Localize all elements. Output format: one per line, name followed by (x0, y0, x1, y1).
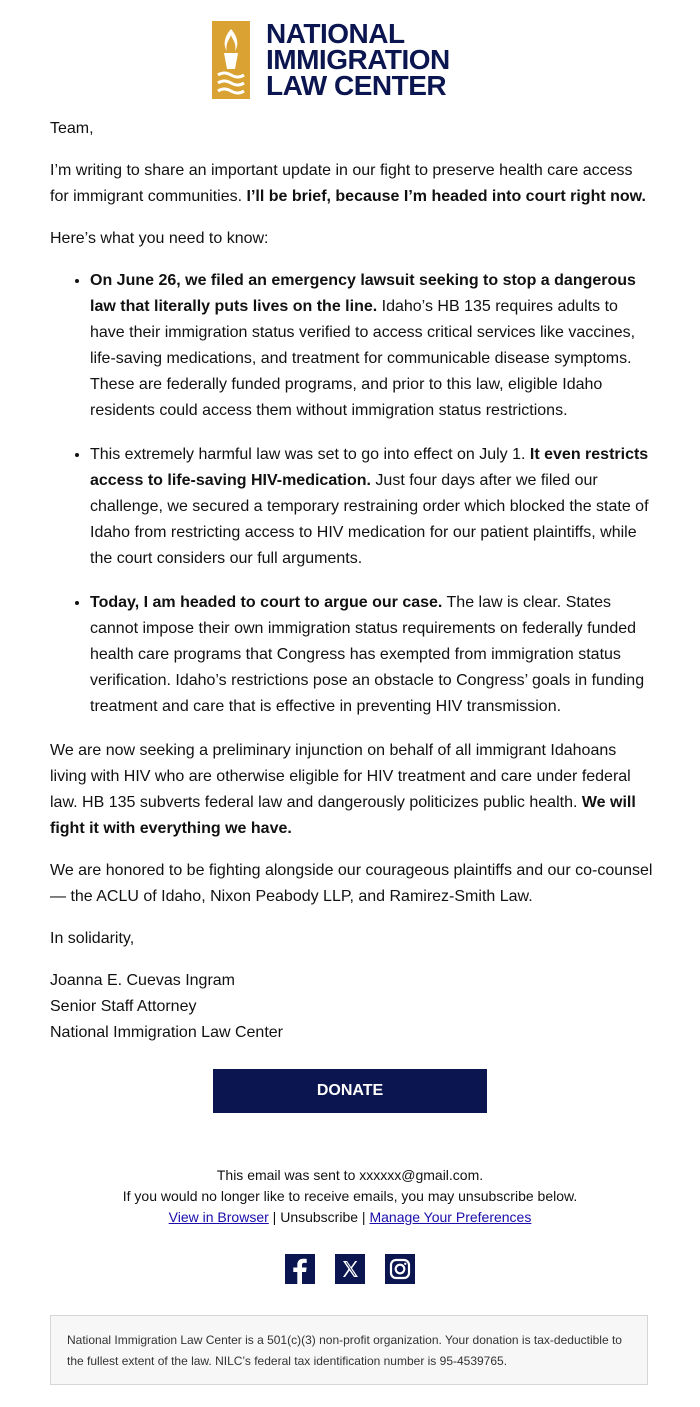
bullet-3-bold: Today, I am headed to court to argue our case. (90, 594, 443, 611)
update-list (50, 268, 654, 720)
intro-text: I’m writing to share an important update in our fight to preserve health care access for immigrant communities. (50, 162, 633, 205)
logo-line-1: NATIONAL (266, 18, 405, 49)
bullet-3-text: The law is clear. States cannot impose their own immigration status requirements on federally funded health care programs that Congress has exempted from immigration status verification. Idaho’s restrictions pose an obstacle to Congress’ goals in funding treatment and care that is effective in preventing HIV transmission. (90, 594, 645, 715)
list-item (90, 442, 654, 572)
email-body (50, 116, 654, 1046)
unsubscribe-link[interactable]: Unsubscribe (280, 1209, 359, 1225)
tax-disclaimer: National Immigration Law Center is a 501(c)(3) non-profit organization. Your donation is tax-deductible to the fullest extent of the law. NILC’s federal tax identification number is 95-4539765. (50, 1315, 648, 1385)
intro-bold: I’ll be brief, because I’m headed into court right now. (246, 188, 646, 205)
link-separator: | (358, 1209, 370, 1225)
email-footer (0, 1165, 700, 1228)
torch-icon (212, 21, 250, 99)
footer-links (0, 1207, 700, 1228)
injunction-text: We are now seeking a preliminary injunction on behalf of all immigrant Idahoans living with HIV who are otherwise eligible for HIV treatment and care under federal law. HB 135 subverts federal law and dangerously politicizes public health. (50, 742, 631, 811)
unsubscribe-note: If you would no longer like to receive emails, you may unsubscribe below. (122, 1188, 578, 1204)
instagram-icon[interactable] (385, 1254, 415, 1284)
x-icon[interactable] (335, 1254, 365, 1284)
signature-title: Senior Staff Attorney (50, 998, 197, 1015)
view-in-browser-link[interactable]: View in Browser (168, 1209, 269, 1225)
list-item (90, 590, 654, 720)
know-paragraph: Here’s what you need to know: (50, 230, 269, 247)
sent-to-text: This email was sent to xxxxxx@gmail.com. (216, 1167, 484, 1183)
manage-preferences-link[interactable]: Manage Your Preferences (369, 1209, 532, 1225)
intro-paragraph (50, 158, 654, 210)
injunction-paragraph (50, 738, 654, 842)
social-links (285, 1254, 415, 1286)
donate-button[interactable]: DONATE (213, 1069, 487, 1113)
signature-org: National Immigration Law Center (50, 1024, 283, 1041)
logo-wordmark (266, 18, 450, 101)
bullet-1-text: Idaho’s HB 135 requires adults to have their immigration status verified to access critical services like vaccines, life-saving medications, and treatment for communicable disease symptoms. These are federally funded programs, and prior to this law, eligible Idaho residents could access them without immigration status restrictions. (90, 298, 636, 419)
greeting: Team, (50, 120, 94, 137)
bullet-2-bold: It even restricts access to life-saving HIV-medication. (90, 446, 649, 489)
injunction-bold: We will fight it with everything we have. (50, 794, 636, 837)
nilc-logo[interactable] (212, 20, 492, 100)
link-separator: | (268, 1209, 281, 1225)
bullet-2-pre: This extremely harmful law was set to go into effect on July 1. (90, 446, 530, 463)
closing: In solidarity, (50, 930, 135, 947)
logo-line-2: IMMIGRATION (266, 44, 450, 75)
honored-paragraph: We are honored to be fighting alongside our courageous plaintiffs and our co-counsel — the ACLU of Idaho, Nixon Peabody LLP, and Ramirez-Smith Law. (50, 862, 653, 905)
list-item (90, 268, 654, 424)
signature-name: Joanna E. Cuevas Ingram (50, 972, 235, 989)
facebook-icon[interactable] (285, 1254, 315, 1284)
signature-block (50, 968, 654, 1046)
bullet-1-bold: On June 26, we filed an emergency lawsuit seeking to stop a dangerous law that literally puts lives on the line. (90, 272, 636, 315)
logo-line-3: LAW CENTER (266, 70, 447, 101)
bullet-2-text: Just four days after we filed our challenge, we secured a temporary restraining order which blocked the state of Idaho from restricting access to HIV medication for our patient plaintiffs, while the court considers our full arguments. (90, 472, 649, 567)
